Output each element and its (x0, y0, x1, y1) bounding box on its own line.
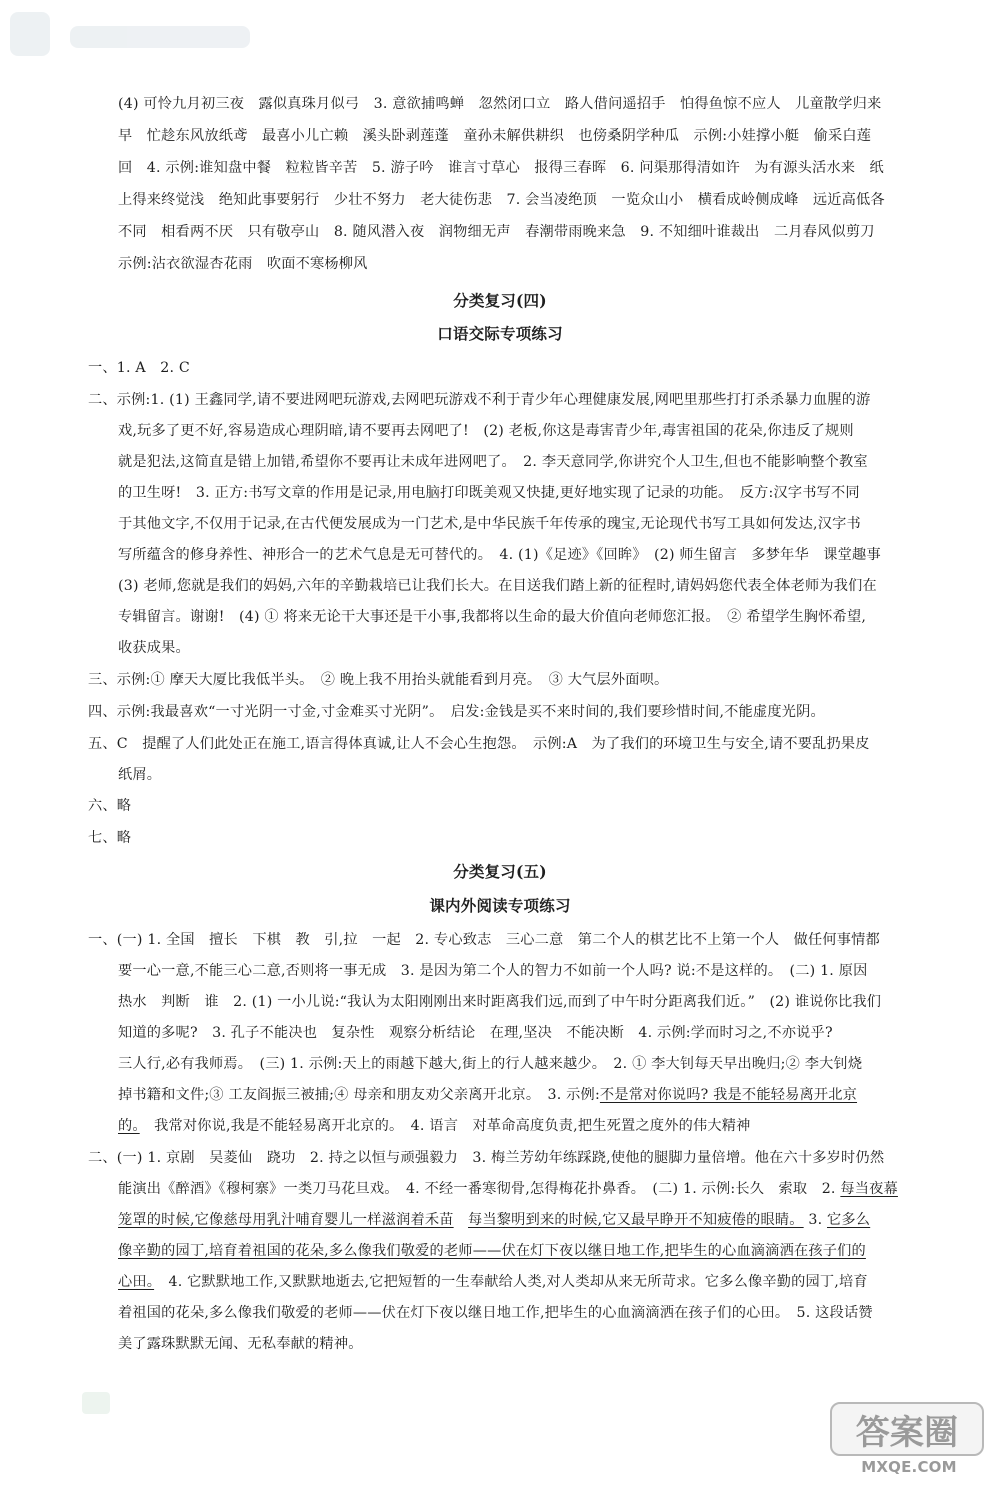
text-line: 着祖国的花朵,多么像我们敬爱的老师——伏在灯下夜以继日地工作,把毕生的心血滴滴洒在孩子们的心田。 5. 这段话赞 (118, 1305, 873, 1321)
underlined-answer: 不是常对你说吗? 我是不能轻易离开北京 (599, 1087, 858, 1103)
text-line: (4) 可怜九月初三夜 露似真珠月似弓 3. 意欲捕鸣蝉 忽然闭口立 路人借问遥招手 怕得鱼惊不应人 儿童散学归来 (118, 96, 882, 112)
underlined-answer: 心田。 (118, 1274, 155, 1290)
underlined-answer: 每当夜幕 (840, 1181, 898, 1197)
section-title: 分类复习(四) (453, 291, 547, 310)
section-subtitle: 口语交际专项练习 (437, 324, 563, 343)
answer-item: 二、示例:1. (1) 王鑫同学,请不要进网吧玩游戏,去网吧玩游戏不利于青少年心理健康发展,网吧里那些打打杀杀暴力血腥的游 (88, 392, 871, 408)
text-run: 我常对你说,我是不能轻易离开北京的。 4. 语言 对革命高度负责,把生死置之度外的伟大精神 (139, 1118, 751, 1134)
text-line (118, 1241, 866, 1261)
underlined-answer: 笼罩的时候,它像慈母用乳汁哺育婴儿一样滋润着禾苗 (118, 1212, 454, 1228)
text-line: 于其他文字,不仅用于记录,在古代便发展成为一门艺术,是中华民族千年传承的瑰宝,无论现代书写工具如何发达,汉字书 (118, 516, 861, 532)
text-run: 能演出《醉酒》《穆柯寨》一类刀马花旦戏。 4. 不经一番寒彻骨,怎得梅花扑鼻香。 (二) 1. 示例:长久 索取 2. (118, 1181, 836, 1197)
answer-item: 一、(一) 1. 全国 擅长 下棋 教 引,拉 一起 2. 专心致志 三心二意 第二个人的棋艺比不上第一个人 做任何事情都 (88, 932, 880, 948)
text-line: 要一心一意,不能三心二意,否则将一事无成 3. 是因为第二个人的智力不如前一个人吗? 说:不是这样的。 (二) 1. 原因 (118, 963, 868, 979)
text-line: 早 忙趁东风放纸鸢 最喜小儿亡赖 溪头卧剥莲蓬 童孙未解供耕织 也傍桑阴学种瓜 示例:小娃撑小艇 偷采白莲 (118, 128, 872, 144)
answer-item: 四、示例:我最喜欢“一寸光阴一寸金,寸金难买寸光阴”。 启发:金钱是买不来时间的,我们要珍惜时间,不能虚度光阴。 (88, 704, 825, 720)
answer-item: 二、(一) 1. 京剧 吴菱仙 跷功 2. 持之以恒与顽强毅力 3. 梅兰芳幼年练踩跷,使他的腿脚力量倍增。他在六十多岁时仍然 (88, 1150, 885, 1166)
underlined-answer: 每当黎明到来的时候,它又最早睁开不知疲倦的眼睛。 (468, 1212, 804, 1228)
answer-item: 三、示例:① 摩天大厦比我低半头。 ② 晚上我不用抬头就能看到月亮。 ③ 大气层外面呗。 (88, 672, 669, 688)
text-line: 就是犯法,这简直是错上加错,希望你不要再让未成年进网吧了。 2. 李天意同学,你讲究个人卫生,但也不能影响整个教室 (118, 454, 868, 470)
text-line: 专辑留言。谢谢! (4) ① 将来无论干大事还是干小事,我都将以生命的最大价值向老师您汇报。 ② 希望学生胸怀希望, (118, 609, 867, 625)
text-line: 的卫生呀! 3. 正方:书写文章的作用是记录,用电脑打印既美观又快捷,更好地实现了记录的功能。 反方:汉字书写不同 (118, 485, 860, 501)
corner-logo-mark (10, 8, 260, 64)
text-run: 4. 它默默地工作,又默默地逝去,它把短暂的一生奉献给人类,对人类却从来无所苛求。它多么像辛勤的园丁,培育 (154, 1274, 868, 1290)
text-line: 回 4. 示例:谁知盘中餐 粒粒皆辛苦 5. 游子吟 谁言寸草心 报得三春晖 6. 问渠那得清如许 为有源头活水来 纸 (118, 160, 884, 176)
text-line: 写所蕴含的修身养性、神形合一的艺术气息是无可替代的。 4. (1)《足迹》《回眸》 (2) 师生留言 多梦年华 课堂趣事 (118, 547, 881, 563)
text-line: 三人行,必有我师焉。 (三) 1. 示例:天上的雨越下越大,街上的行人越来越少。 2. ① 李大钊每天早出晚归;② 李大钊烧 (118, 1056, 863, 1072)
text-line (118, 1179, 898, 1199)
text-run: 3. (808, 1212, 823, 1228)
answer-item: 六、略 (88, 798, 132, 814)
text-line: 纸屑。 (118, 767, 162, 783)
text-line (118, 1210, 870, 1230)
text-line: 示例:沾衣欲湿杏花雨 吹面不寒杨柳风 (118, 256, 368, 272)
text-line: 上得来终觉浅 绝知此事要躬行 少壮不努力 老大徒伤悲 7. 会当凌绝顶 一览众山小 横看成岭侧成峰 远近高低各 (118, 192, 885, 208)
underlined-answer: 它多么 (827, 1212, 871, 1228)
page-corner-mark (82, 1392, 110, 1414)
answer-item: 五、C 提醒了人们此处正在施工,语言得体真诚,让人不会心生抱怨。 示例:A 为了我们的环境卫生与安全,请不要乱扔果皮 (88, 736, 870, 752)
text-line (118, 1085, 857, 1105)
text-line (118, 1116, 751, 1136)
watermark-url: MXQE.COM (861, 1458, 957, 1476)
section-title: 分类复习(五) (453, 862, 547, 881)
site-watermark (834, 1402, 984, 1482)
watermark-logo: 答案圈 (830, 1402, 984, 1456)
text-run: 掉书籍和文件;③ 工友阎振三被捕;④ 母亲和朋友劝父亲离开北京。 3. 示例: (118, 1087, 600, 1103)
text-line: 美了露珠默默无闻、无私奉献的精神。 (118, 1336, 363, 1352)
text-line: (3) 老师,您就是我们的妈妈,六年的辛勤栽培已让我们长大。在目送我们踏上新的征程时,请妈妈您代表全体老师为我们在 (118, 578, 877, 594)
text-line: 不同 相看两不厌 只有敬亭山 8. 随风潜入夜 润物细无声 春潮带雨晚来急 9. 不知细叶谁裁出 二月春风似剪刀 (118, 224, 875, 240)
text-line: 知道的多呢? 3. 孔子不能决也 复杂性 观察分析结论 在理,坚决 不能决断 4. 示例:学而时习之,不亦说乎? (118, 1025, 833, 1041)
answer-item: 一、1. A 2. C (88, 360, 190, 376)
answer-item: 七、略 (88, 830, 132, 846)
text-line: 收获成果。 (118, 640, 190, 656)
underlined-answer: 的。 (118, 1118, 140, 1134)
underlined-answer: 像辛勤的园丁,培育着祖国的花朵,多么像我们敬爱的老师——伏在灯下夜以继日地工作,把毕生的心血滴滴洒在孩子们的 (118, 1243, 866, 1259)
section-subtitle: 课内外阅读专项练习 (429, 896, 571, 915)
text-line: 热水 判断 谁 2. (1) 一小儿说:“我认为太阳刚刚出来时距离我们远,而到了中午时分距离我们近。” (2) 谁说你比我们 (118, 994, 882, 1010)
text-line: 戏,玩多了更不好,容易造成心理阴暗,请不要再去网吧了! (2) 老板,你这是毒害青少年,毒害祖国的花朵,你违反了规则 (118, 423, 854, 439)
text-line (118, 1272, 868, 1292)
